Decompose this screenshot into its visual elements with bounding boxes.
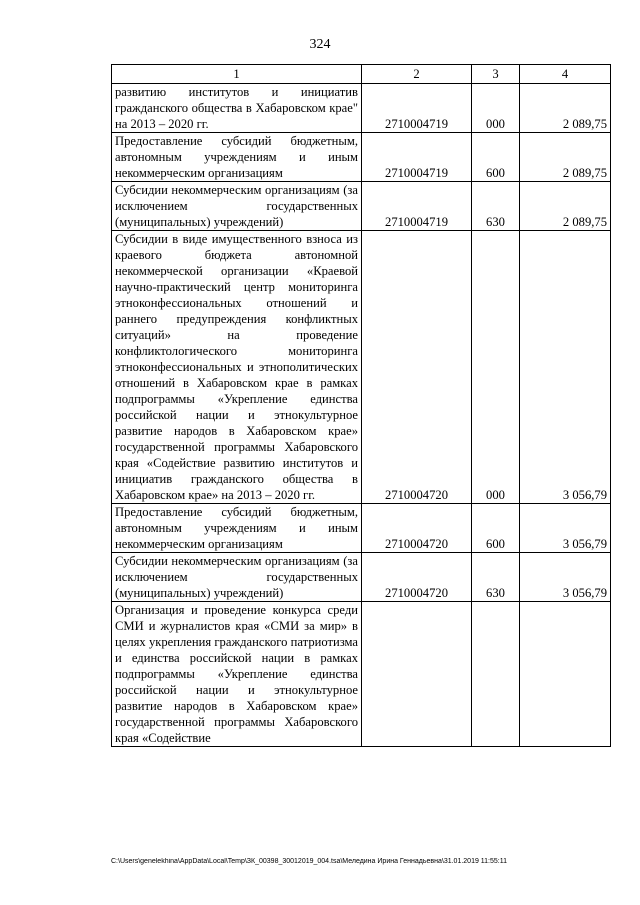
row-code: 2710004720 <box>362 231 472 504</box>
row-code: 2710004719 <box>362 84 472 133</box>
row-name: развитию институтов и инициатив гражданского общества в Хабаровском крае" на 2013 – 2020 гг. <box>112 84 362 133</box>
row-expense-type <box>472 602 520 747</box>
row-code: 2710004720 <box>362 504 472 553</box>
row-name: Предоставление субсидий бюджетным, автономным учреждениям и иным некоммерческим организациям <box>112 133 362 182</box>
row-amount: 3 056,79 <box>520 504 611 553</box>
footer-file-path: C:\Users\genelekhina\AppData\Local\Temp\ЗК_00398_30012019_004.tsa\Меледина Ирина Геннадьевна\31.01.2019 11:55:11 <box>111 858 508 865</box>
row-expense-type: 000 <box>472 231 520 504</box>
row-amount: 2 089,75 <box>520 84 611 133</box>
table-row <box>112 182 611 231</box>
table-row <box>112 602 611 747</box>
header-col-3: 3 <box>472 65 520 84</box>
row-amount: 3 056,79 <box>520 231 611 504</box>
row-amount: 3 056,79 <box>520 553 611 602</box>
row-name: Организация и проведение конкурса среди СМИ и журналистов края «СМИ за мир» в целях укрепления гражданского патриотизма и единства российской нации в рамках подпрограммы «Укрепление единства российской нации и этнокультурное развитие народов в Хабаровском крае» государственной программы Хабаровского края «Содействие <box>112 602 362 747</box>
row-expense-type: 630 <box>472 182 520 231</box>
table-row <box>112 504 611 553</box>
table-row <box>112 231 611 504</box>
table-row <box>112 84 611 133</box>
row-code: 2710004719 <box>362 182 472 231</box>
row-name: Субсидии некоммерческим организациям (за исключением государственных (муниципальных) учреждений) <box>112 553 362 602</box>
row-expense-type: 600 <box>472 504 520 553</box>
row-expense-type: 600 <box>472 133 520 182</box>
row-expense-type: 630 <box>472 553 520 602</box>
row-code <box>362 602 472 747</box>
table-header-row <box>112 65 611 84</box>
row-amount: 2 089,75 <box>520 182 611 231</box>
header-col-1: 1 <box>112 65 362 84</box>
header-col-4: 4 <box>520 65 611 84</box>
budget-table <box>111 64 611 747</box>
row-code: 2710004719 <box>362 133 472 182</box>
table-row <box>112 553 611 602</box>
row-expense-type: 000 <box>472 84 520 133</box>
row-name: Субсидии некоммерческим организациям (за исключением государственных (муниципальных) учреждений) <box>112 182 362 231</box>
table-row <box>112 133 611 182</box>
row-code: 2710004720 <box>362 553 472 602</box>
row-amount: 2 089,75 <box>520 133 611 182</box>
row-name: Субсидии в виде имущественного взноса из краевого бюджета автономной некоммерческой организации «Краевой научно-практический центр мониторинга этноконфессиональных отношений и раннего предупреждения конфликтных ситуаций» на проведение конфликтологического мониторинга этноконфессиональных и этнополитических отношений в Хабаровском крае в рамках подпрограммы «Укрепление единства российской нации и этнокультурное развитие народов в Хабаровском крае» государственной программы Хабаровского края «Содействие развитию институтов и инициатив гражданского общества в Хабаровском крае» на 2013 – 2020 гг. <box>112 231 362 504</box>
page-number: 324 <box>309 37 331 52</box>
header-col-2: 2 <box>362 65 472 84</box>
row-name: Предоставление субсидий бюджетным, автономным учреждениям и иным некоммерческим организациям <box>112 504 362 553</box>
row-amount <box>520 602 611 747</box>
